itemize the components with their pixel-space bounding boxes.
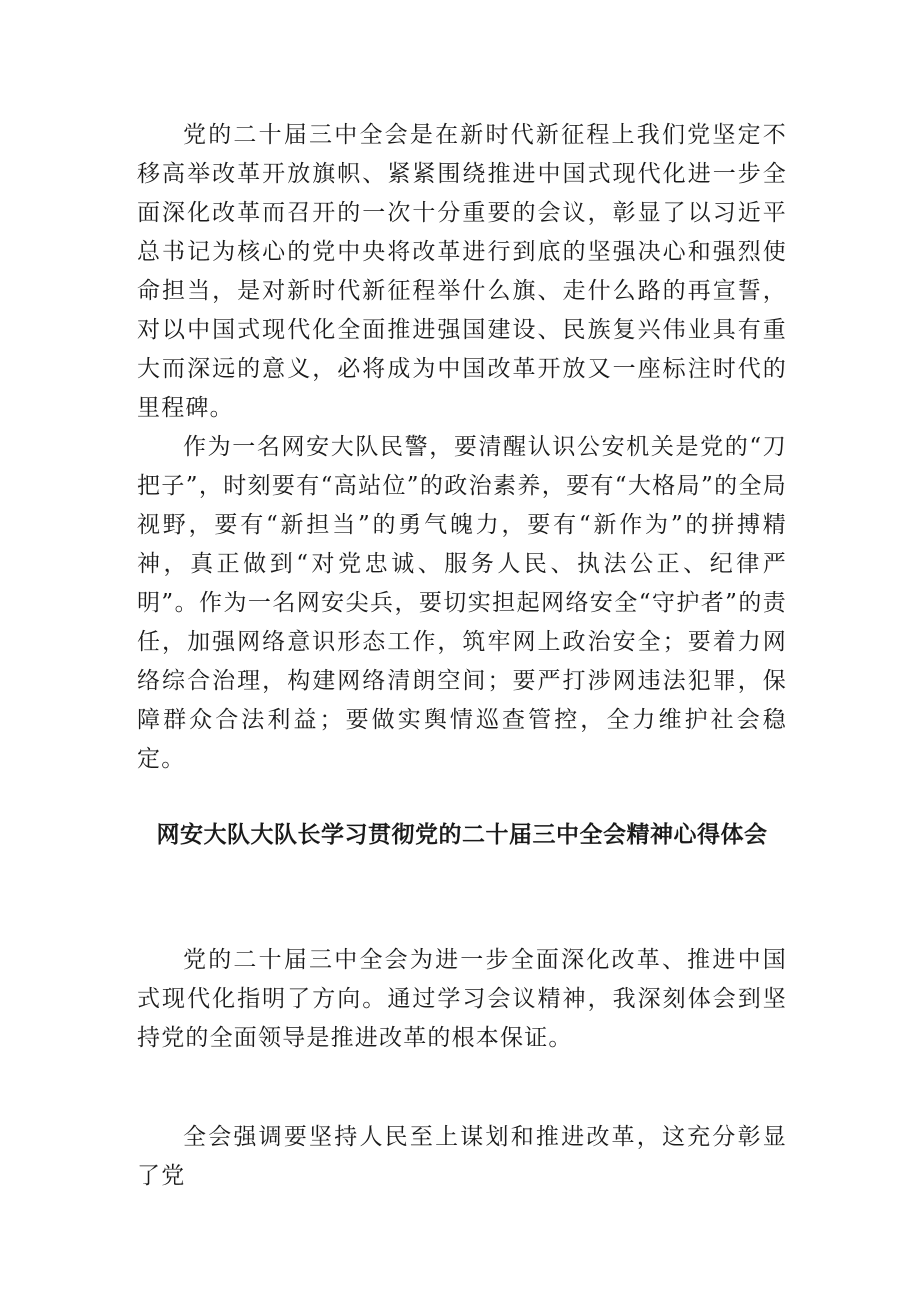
bottom-section-second bbox=[137, 1118, 787, 1196]
section-heading: 网安大队大队长学习贯彻党的二十届三中全会精神心得体会 bbox=[156, 822, 768, 848]
paragraph-people-first: 全会强调要坚持人民至上谋划和推进改革，这充分彰显了党 bbox=[137, 1124, 787, 1189]
bottom-section-first bbox=[137, 941, 787, 1058]
paragraph-plenum-significance: 党的二十届三中全会是在新时代新征程上我们党坚定不移高举改革开放旗帜、紧紧围绕推进中国式现代化进一步全面深化改革而召开的一次十分重要的会议，彰显了以习近平总书记为核心的党中央将改革进行到底的坚强决心和强烈使命担当，是对新时代新征程举什么旗、走什么路的再宣誓，对以中国式现代化全面推进强国建设、民族复兴伟业具有重大而深远的意义，必将成为中国改革开放又一座标注时代的里程碑。 bbox=[137, 122, 787, 421]
paragraph-reform-direction: 党的二十届三中全会为进一步全面深化改革、推进中国式现代化指明了方向。通过学习会议精神，我深刻体会到坚持党的全面领导是推进改革的根本保证。 bbox=[137, 947, 787, 1051]
top-section bbox=[137, 116, 787, 779]
paragraph-police-responsibility: 作为一名网安大队民警，要清醒认识公安机关是党的“刀把子”，时刻要有“高站位”的政治素养，要有“大格局”的全局视野，要有“新担当”的勇气魄力，要有“新作为”的拼搏精神，真正做到“对党忠诚、服务人民、执法公正、纪律严明”。作为一名网安尖兵，要切实担起网络安全“守护者”的责任，加强网络意识形态工作，筑牢网上政治安全；要着力网络综合治理，构建网络清朗空间；要严打涉网违法犯罪，保障群众合法利益；要做实舆情巡查管控，全力维护社会稳定。 bbox=[137, 434, 787, 772]
